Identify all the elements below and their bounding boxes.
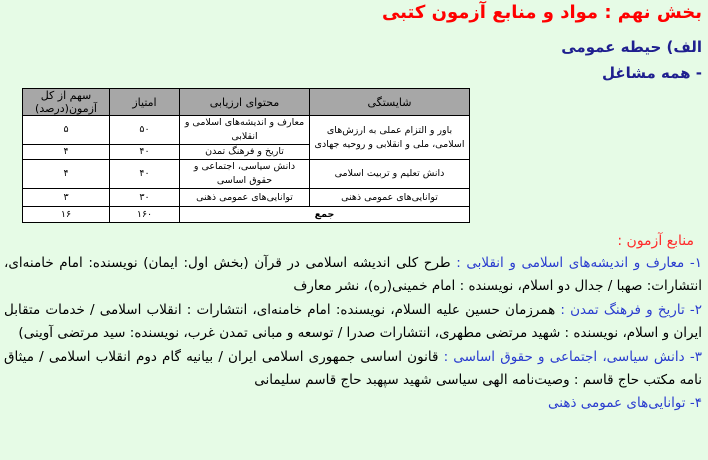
source-item	[4, 252, 702, 299]
source-item	[4, 299, 702, 346]
section-heading: الف) حیطه عمومی	[561, 38, 702, 56]
score-cell: ۳۰	[110, 189, 180, 207]
header-share: سهم از کل آزمون(درصد)	[23, 89, 110, 116]
source-item	[4, 346, 702, 393]
source-item	[4, 392, 702, 415]
source-title: ۳- دانش سیاسی، اجتماعی و حقوق اساسی :	[443, 348, 702, 365]
content-cell: تاریخ و فرهنگ تمدن	[180, 145, 310, 160]
competency-cell: باور و التزام عملی به ارزش‌های اسلامی، ملی و انقلابی و روحیه جهادی	[310, 116, 470, 160]
score-cell: ۴۰	[110, 145, 180, 160]
sources-heading: منابع آزمون :	[617, 233, 694, 249]
source-text: طرح کلی اندیشه اسلامی در قرآن (بخش اول: ایمان) نویسنده: امام خامنه‌ای، انتشارات: صهبا / جدال دو اسلام، نویسنده : امام خمینی(ره)، نشر معارف	[4, 255, 702, 295]
source-text: قانون اساسی جمهوری اسلامی ایران / بیانیه گام دوم انقلاب اسلامی / میثاق نامه مکتب حاج قاسم : وصیت‌نامه الهی سیاسی شهید سپهبد حاج قاسم سلیمانی	[4, 348, 702, 389]
content-cell: دانش سیاسی، اجتماعی و حقوق اساسی	[180, 160, 310, 189]
source-title: ۴- توانایی‌های عمومی ذهنی	[548, 395, 702, 412]
competency-cell: دانش تعلیم و تربیت اسلامی	[310, 160, 470, 189]
content-cell: معارف و اندیشه‌های اسلامی و انقلابی	[180, 116, 310, 145]
share-cell: ۳	[23, 189, 110, 207]
page-title: بخش نهم : مواد و منابع آزمون کتبی	[381, 2, 702, 23]
table-header-row	[23, 89, 470, 116]
table-row	[23, 116, 470, 145]
source-title: ۲- تاریخ و فرهنگ تمدن :	[560, 301, 703, 318]
total-share: ۱۶	[23, 207, 110, 223]
total-score: ۱۶۰	[110, 207, 180, 223]
source-text: همرزمان حسین علیه السلام، نویسنده: امام خامنه‌ای، انتشارات : انقلاب اسلامی / خدمات متقابل ایران و اسلام، نویسنده : شهید مرتضی مطهری، انتشارات صدرا / توسعه و مبانی تمدن غرب، نویسنده: سید مرتضی آوینی)	[4, 301, 702, 342]
total-label: جمع	[180, 207, 470, 223]
sources-list	[4, 252, 702, 416]
exam-materials-table	[22, 88, 470, 223]
header-content: محتوای ارزیابی	[180, 89, 310, 116]
score-cell: ۵۰	[110, 116, 180, 145]
header-competency: شایستگی	[310, 89, 470, 116]
table-total-row	[23, 207, 470, 223]
content-cell: توانایی‌های عمومی ذهنی	[180, 189, 310, 207]
header-score: امتیاز	[110, 89, 180, 116]
share-cell: ۴	[23, 145, 110, 160]
share-cell: ۵	[23, 116, 110, 145]
source-title: ۱- معارف و اندیشه‌های اسلامی و انقلابی :	[456, 255, 702, 271]
table-row	[23, 189, 470, 207]
table-row	[23, 160, 470, 189]
competency-cell: توانایی‌های عمومی ذهنی	[310, 189, 470, 207]
share-cell: ۴	[23, 160, 110, 189]
score-cell: ۴۰	[110, 160, 180, 189]
section-subheading: - همه مشاغل	[601, 64, 702, 82]
